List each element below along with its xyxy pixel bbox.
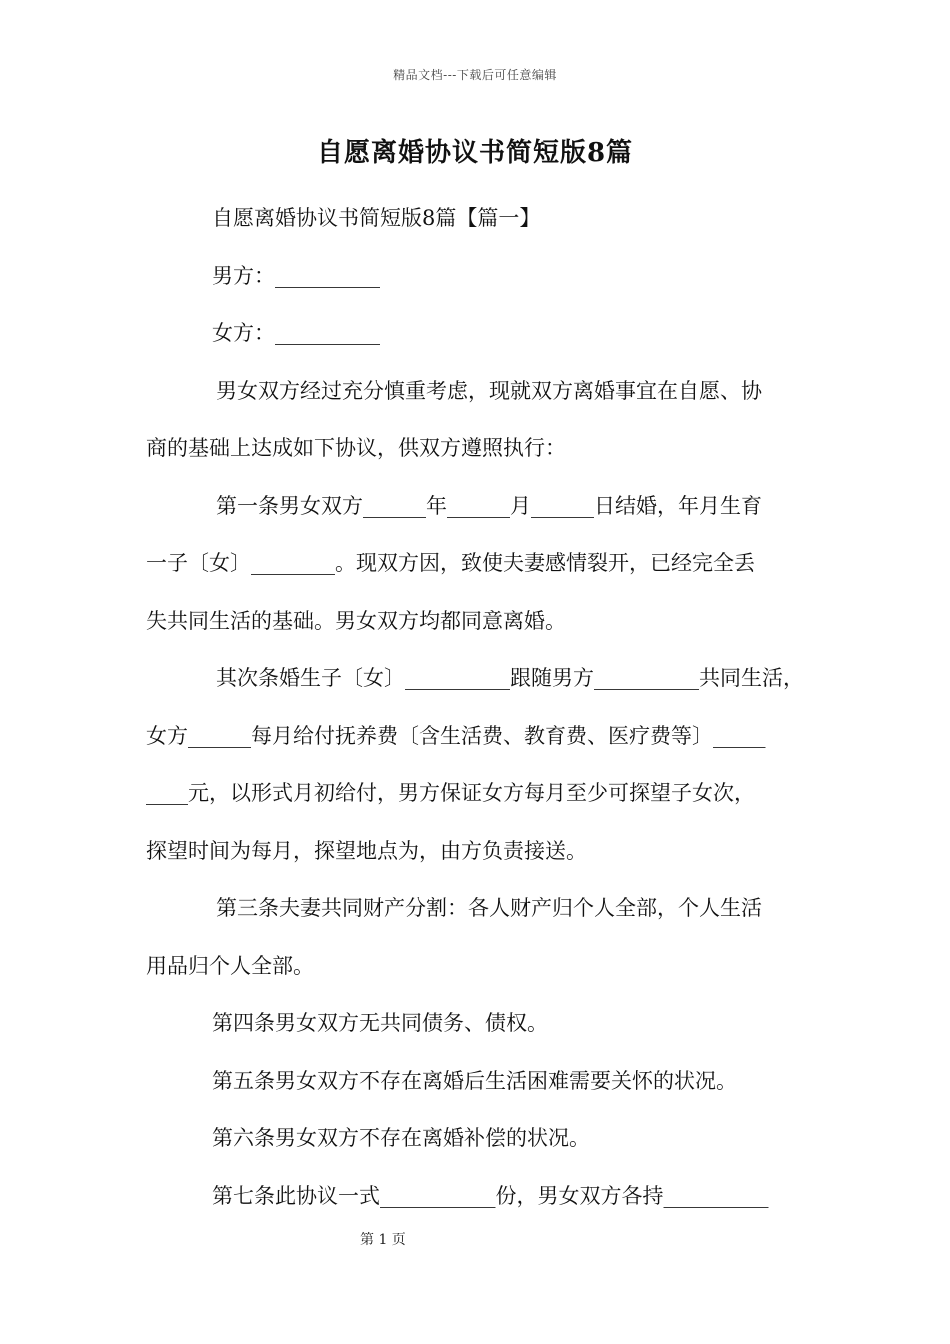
text-line: 一子〔女〕________。现双方因，致使夫妻感情裂开，已经完全丢 [146,551,755,575]
text-line: 失共同生活的基础。男女双方均都同意离婚。 [146,608,566,633]
text-line: 用品归个人全部。 [146,953,314,978]
page-header: 精品文档---下载后可任意编辑 [393,68,557,82]
text-line: ____元，以形式月初给付，男方保证女方每月至少可探望子女次， [146,781,755,805]
text-line-female-party: 女方：__________ [212,321,380,345]
text-line: 第六条男女双方不存在离婚补偿的状况。 [212,1126,590,1150]
text-line-male-party: 男方：__________ [212,263,380,288]
document-body [146,190,806,1225]
text-line: 探望时间为每月，探望地点为，由方负责接送。 [146,838,587,863]
text-line: 男女双方经过充分慎重考虑，现就双方离婚事宜在自愿、协 [216,378,762,403]
section-heading: 自愿离婚协议书简短版8篇【篇一】 [212,206,541,230]
text-line: 第五条男女双方不存在离婚后生活困难需要关怀的状况。 [212,1068,737,1093]
document-title: 自愿离婚协议书简短版8篇 [316,138,634,168]
text-line: 第一条男女双方______年______月______日结婚，年月生育 [216,493,762,518]
text-line: 第七条此协议一式___________份，男女双方各持__________ [212,1183,769,1208]
text-line: 商的基础上达成如下协议，供双方遵照执行： [146,436,566,460]
text-line: 第四条男女双方无共同债务、债权。 [212,1011,548,1035]
text-line: 第三条夫妻共同财产分割：各人财产归个人全部，个人生活 [216,896,762,920]
text-line: 女方______每月给付抚养费〔含生活费、教育费、医疗费等〕_____ [146,723,766,748]
text-line: 其次条婚生子〔女〕__________跟随男方__________共同生活， [216,666,804,690]
page-number: 第 1 页 [360,1232,406,1248]
